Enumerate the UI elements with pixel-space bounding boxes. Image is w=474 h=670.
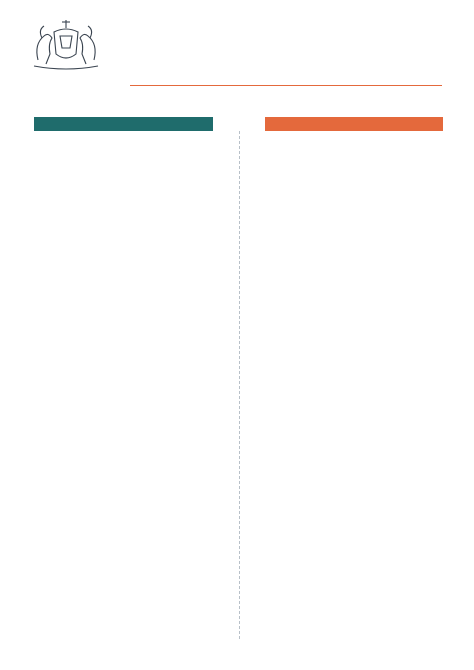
law-society-crest-icon bbox=[26, 14, 106, 72]
header bbox=[0, 0, 474, 112]
dont-column-header bbox=[265, 117, 443, 131]
do-column-header bbox=[34, 117, 213, 131]
title-underline bbox=[130, 85, 442, 86]
center-divider bbox=[239, 131, 240, 639]
